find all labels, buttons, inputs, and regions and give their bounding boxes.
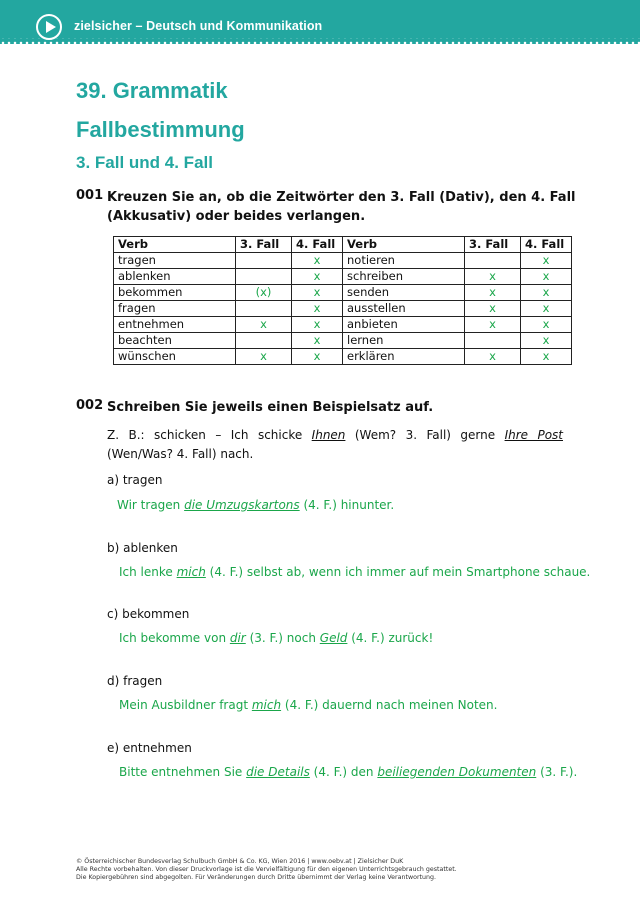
mark-cell: x <box>292 269 343 285</box>
item-label: b) ablenken <box>107 541 178 555</box>
verb-cell: lernen <box>343 333 465 349</box>
play-logo-icon <box>36 14 62 40</box>
answer-sentence <box>119 698 497 712</box>
mark-cell: x <box>292 253 343 269</box>
mark-cell: x <box>465 269 521 285</box>
mark-cell: (x) <box>236 285 292 301</box>
mark-cell: x <box>521 253 572 269</box>
answer-text: (4. F.) den <box>309 765 378 779</box>
answer-text: Ich bekomme von <box>119 631 230 645</box>
footer-line: Die Kopiergebühren sind abgegolten. Für Veränderungen durch Dritte übernimmt der Verlag keine Verantwortung. <box>76 874 436 881</box>
subtopic-title: 3. Fall und 4. Fall <box>76 153 213 172</box>
col-header: 3. Fall <box>236 237 292 253</box>
answer-text: (3. F.) noch <box>245 631 320 645</box>
answer-text: (4. F.) dauernd nach meinen Noten. <box>281 698 498 712</box>
example-underlined: Ihnen <box>311 428 346 442</box>
topic-title: Fallbestimmung <box>76 117 245 142</box>
example-text: (Wem? 3. Fall) gerne <box>345 428 505 442</box>
verb-cell: notieren <box>343 253 465 269</box>
mark-cell: x <box>236 349 292 365</box>
mark-cell: x <box>521 333 572 349</box>
answer-sentence <box>119 765 577 779</box>
page-header <box>0 0 640 44</box>
verb-cell: erklären <box>343 349 465 365</box>
table-row <box>114 253 572 269</box>
item-label: d) fragen <box>107 674 163 688</box>
copyright-footer <box>76 858 576 882</box>
table-row <box>114 301 572 317</box>
task-001 <box>76 188 577 226</box>
answer-underlined: dir <box>229 631 246 645</box>
item-label: e) entnehmen <box>107 741 192 755</box>
verb-cell: schreiben <box>343 269 465 285</box>
answer-text: Wir tragen <box>117 498 185 512</box>
mark-cell: x <box>521 317 572 333</box>
mark-cell: x <box>292 285 343 301</box>
item-label: c) bekommen <box>107 607 190 621</box>
task-002 <box>76 398 577 417</box>
answer-sentence <box>119 631 433 645</box>
col-header: 4. Fall <box>521 237 572 253</box>
answer-underlined: mich <box>251 698 282 712</box>
mark-cell: x <box>521 285 572 301</box>
answer-text: (4. F.) hinunter. <box>299 498 395 512</box>
verb-cell: senden <box>343 285 465 301</box>
mark-cell: x <box>521 301 572 317</box>
example-underlined: Ihre Post <box>504 428 563 442</box>
mark-cell <box>465 253 521 269</box>
mark-cell: x <box>236 317 292 333</box>
mark-cell: x <box>465 349 521 365</box>
answer-sentence <box>119 565 590 579</box>
answer-underlined: die Umzugskartons <box>184 498 300 512</box>
mark-cell <box>236 301 292 317</box>
mark-cell <box>236 269 292 285</box>
mark-cell: x <box>465 301 521 317</box>
verb-cell: tragen <box>114 253 236 269</box>
mark-cell: x <box>292 301 343 317</box>
mark-cell: x <box>292 317 343 333</box>
task-instruction: Schreiben Sie jeweils einen Beispielsatz auf. <box>107 400 434 415</box>
answer-text: Mein Ausbildner fragt <box>119 698 252 712</box>
table-row <box>114 333 572 349</box>
answer-underlined: Geld <box>319 631 348 645</box>
verb-cell: anbieten <box>343 317 465 333</box>
verb-cell: entnehmen <box>114 317 236 333</box>
table-header-row <box>114 237 572 253</box>
col-header: 3. Fall <box>465 237 521 253</box>
chapter-title: 39. Grammatik <box>76 78 228 103</box>
task-number: 002 <box>76 398 104 413</box>
verb-cell: bekommen <box>114 285 236 301</box>
col-header: 4. Fall <box>292 237 343 253</box>
col-header: Verb <box>343 237 465 253</box>
table-row <box>114 285 572 301</box>
mark-cell: x <box>465 317 521 333</box>
mark-cell <box>236 253 292 269</box>
example-text: Z. B.: schicken – Ich schicke <box>107 428 312 442</box>
example-sentence <box>107 426 563 464</box>
verb-cell: ausstellen <box>343 301 465 317</box>
mark-cell <box>236 333 292 349</box>
table-row <box>114 317 572 333</box>
mark-cell: x <box>465 285 521 301</box>
answer-underlined: die Details <box>246 765 310 779</box>
answer-sentence <box>117 498 394 512</box>
answer-text: Ich lenke <box>119 565 177 579</box>
verb-cell: beachten <box>114 333 236 349</box>
verb-case-table <box>113 236 572 365</box>
mark-cell: x <box>292 333 343 349</box>
table-row <box>114 349 572 365</box>
footer-line: © Österreichischer Bundesverlag Schulbuch GmbH & Co. KG, Wien 2016 | www.oebv.at | Zielsicher DuK <box>76 858 404 865</box>
item-label: a) tragen <box>107 473 163 487</box>
verb-cell: wünschen <box>114 349 236 365</box>
answer-underlined: beiliegenden Dokumenten <box>377 765 537 779</box>
mark-cell: x <box>521 269 572 285</box>
brand-title: zielsicher – Deutsch und Kommunikation <box>74 19 323 33</box>
verb-cell: fragen <box>114 301 236 317</box>
answer-text: (3. F.). <box>536 765 578 779</box>
example-text: (Wen/Was? 4. Fall) nach. <box>107 447 254 461</box>
task-number: 001 <box>76 188 104 203</box>
task-instruction: Kreuzen Sie an, ob die Zeitwörter den 3. Fall (Dativ), den 4. Fall (Akkusativ) oder beides verlangen. <box>107 190 576 224</box>
answer-text: Bitte entnehmen Sie <box>119 765 247 779</box>
mark-cell: x <box>521 349 572 365</box>
header-dot-border <box>0 38 640 44</box>
answer-underlined: mich <box>176 565 206 579</box>
answer-text: (4. F.) zurück! <box>347 631 434 645</box>
table-row <box>114 269 572 285</box>
verb-cell: ablenken <box>114 269 236 285</box>
mark-cell <box>465 333 521 349</box>
answer-text: (4. F.) selbst ab, wenn ich immer auf mein Smartphone schaue. <box>205 565 591 579</box>
footer-line: Alle Rechte vorbehalten. Von dieser Druckvorlage ist die Vervielfältigung für den eigenen Unterrichtsgebrauch gestattet. <box>76 866 457 873</box>
col-header: Verb <box>114 237 236 253</box>
mark-cell: x <box>292 349 343 365</box>
